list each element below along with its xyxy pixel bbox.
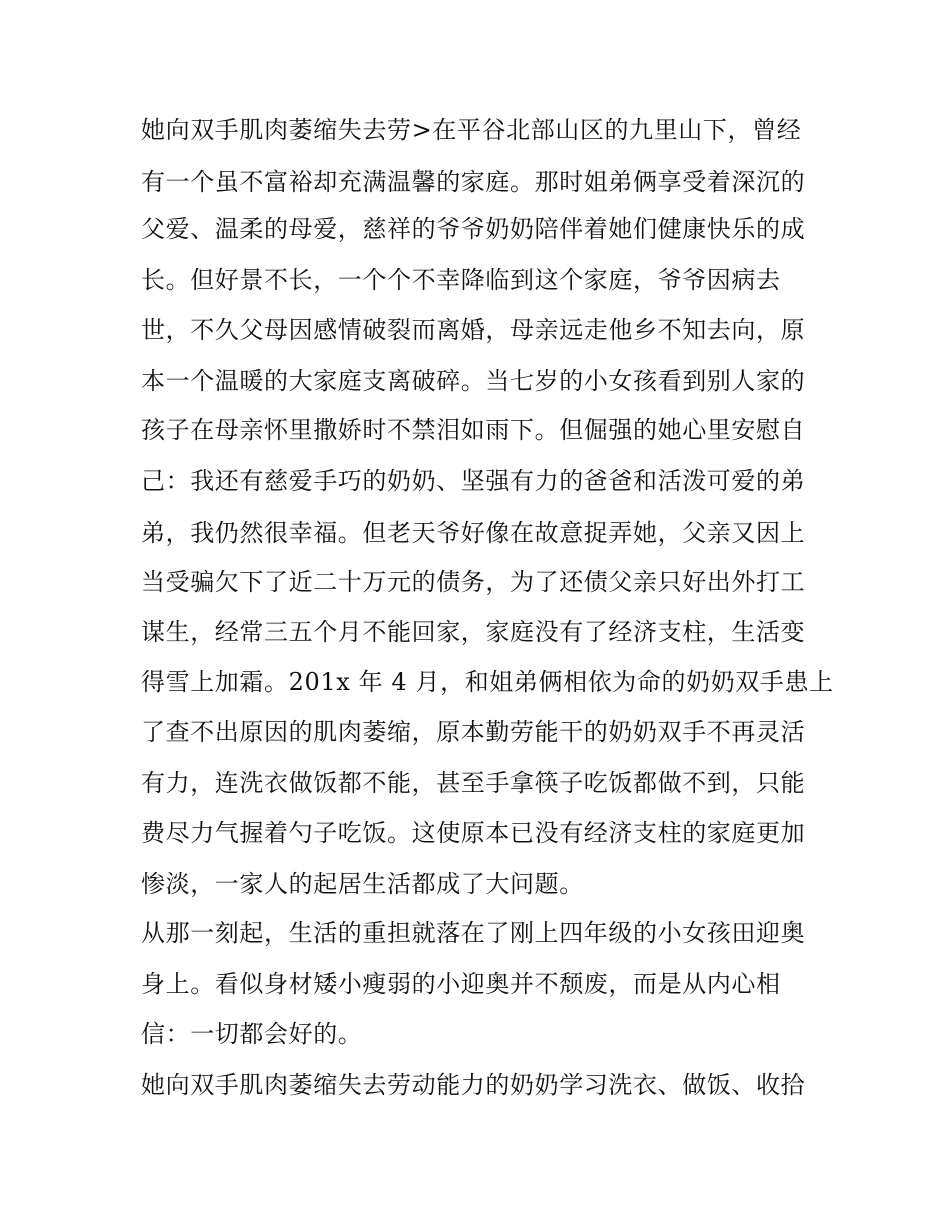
text-line: 惨淡，一家人的起居生活都成了大问题。 [141,870,584,898]
text-line: 得雪上加霜。201x 年 4 月，和姐弟俩相依为命的奶奶双手患上 [141,668,834,696]
text-line: 费尽力气握着勺子吃饭。这使原本已没有经济支柱的家庭更加 [141,819,806,847]
text-line: 己：我还有慈爱手巧的奶奶、坚强有力的爸爸和活泼可爱的弟 [141,467,806,495]
text-line: 本一个温暖的大家庭支离破碎。当七岁的小女孩看到别人家的 [141,367,806,395]
text-line: 她向双手肌肉萎缩失去劳>在平谷北部山区的九里山下，曾经 [141,116,802,144]
text-line: 有一个虽不富裕却充满温馨的家庭。那时姐弟俩享受着深沉的 [141,168,806,196]
text-line: 有力，连洗衣做饭都不能，甚至手拿筷子吃饭都做不到，只能 [141,769,806,797]
text-line: 弟，我仍然很幸福。但老天爷好像在故意捉弄她，父亲又因上 [141,519,806,547]
text-line: 父爱、温柔的母爱，慈祥的爷爷奶奶陪伴着她们健康快乐的成 [141,215,806,243]
text-line: 了查不出原因的肌肉萎缩，原本勤劳能干的奶奶双手不再灵活 [141,718,806,746]
text-line: 从那一刻起，生活的重担就落在了刚上四年级的小女孩田迎奥 [141,919,806,947]
text-line: 长。但好景不长，一个个不幸降临到这个家庭，爷爷因病去 [141,266,781,294]
text-line: 她向双手肌肉萎缩失去劳动能力的奶奶学习洗衣、做饭、收拾 [141,1071,806,1099]
text-line: 信：一切都会好的。 [141,1020,363,1048]
text-line: 孩子在母亲怀里撒娇时不禁泪如雨下。但倔强的她心里安慰自 [141,416,806,444]
text-line: 身上。看似身材矮小瘦弱的小迎奥并不颓废，而是从内心相 [141,970,781,998]
text-line: 当受骗欠下了近二十万元的债务，为了还债父亲只好出外打工 [141,568,806,596]
text-line: 谋生，经常三五个月不能回家，家庭没有了经济支柱，生活变 [141,618,806,646]
text-line: 世，不久父母因感情破裂而离婚，母亲远走他乡不知去向，原 [141,316,806,344]
